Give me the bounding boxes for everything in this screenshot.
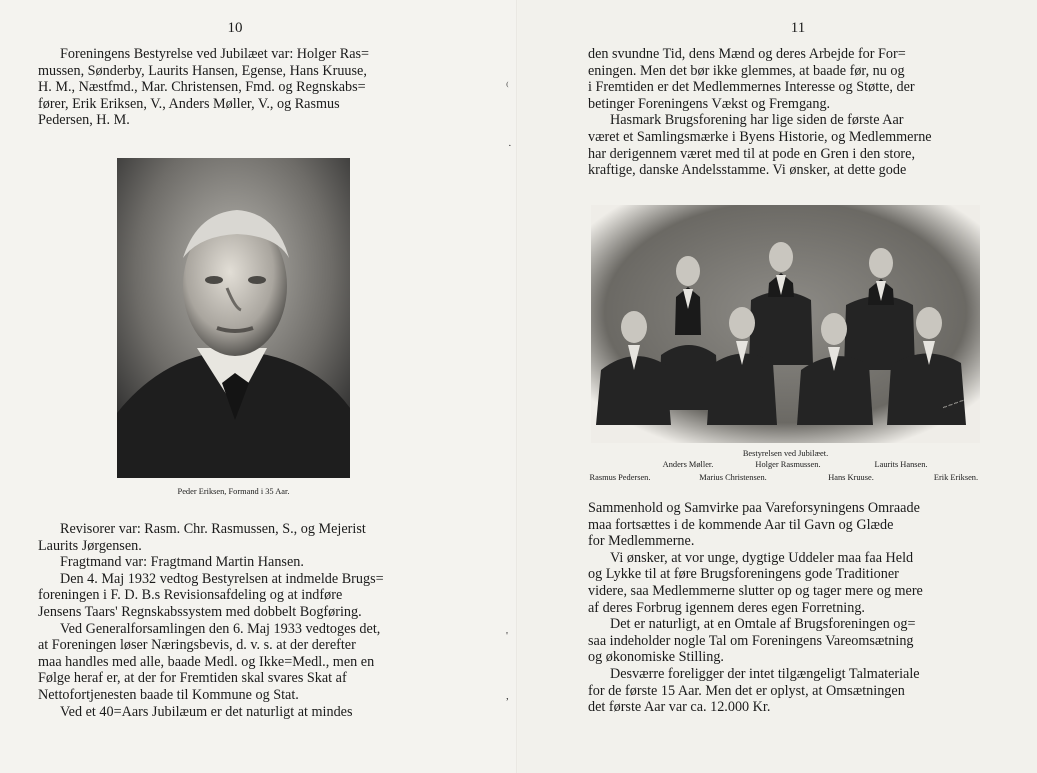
print-speck: ' bbox=[506, 630, 508, 642]
caption-name: Anders Møller. bbox=[662, 460, 714, 469]
caption-name: Erik Eriksen. bbox=[933, 473, 979, 482]
text-line: Pedersen, H. M. bbox=[38, 112, 130, 129]
portrait-photo bbox=[117, 158, 350, 478]
left-paragraph-main bbox=[38, 521, 430, 720]
page-number-left: 10 bbox=[227, 20, 243, 36]
print-speck: , bbox=[506, 690, 509, 702]
text-line: Ved et 40=Aars Jubilæum er det naturligt at mindes bbox=[60, 703, 353, 720]
text-line: eningen. Men det bør ikke glemmes, at baade før, nu og bbox=[588, 62, 905, 79]
text-line: Laurits Jørgensen. bbox=[38, 537, 142, 554]
text-line: Foreningens Bestyrelse ved Jubilæet var: Holger Ras= bbox=[60, 46, 370, 62]
text-line: H. M., Næstfmd., Mar. Christensen, Fmd. og Regnskabs= bbox=[38, 79, 366, 96]
text-line: kraftige, danske Andelsstamme. Vi ønsker, at dette gode bbox=[588, 162, 907, 179]
text-line: og Lykke til at føre Brugsforeningens gode Traditioner bbox=[588, 566, 899, 583]
caption-name: Hans Kruuse. bbox=[828, 473, 874, 482]
print-speck: · bbox=[508, 140, 512, 152]
text-line: i Fremtiden er det Medlemmernes Interesse og Støtte, der bbox=[588, 79, 915, 96]
text-line: Fragtmand var: Fragtmand Martin Hansen. bbox=[60, 554, 304, 571]
text-line: maa fortsættes i de kommende Aar til Gavn og Glæde bbox=[588, 516, 894, 533]
text-line: Hasmark Brugsforening har lige siden de første Aar bbox=[610, 112, 904, 129]
text-line: at Foreningen løser Næringsbevis, d. v. s. at der derefter bbox=[38, 637, 356, 654]
text-line: betinger Foreningens Vækst og Fremgang. bbox=[588, 95, 831, 112]
svg-text:~~~~: ~~~~ bbox=[940, 396, 966, 412]
text-line: været et Samlingsmærke i Byens Historie, og Medlemmerne bbox=[588, 128, 932, 145]
caption-name: Marius Christensen. bbox=[699, 473, 767, 482]
caption-name: Laurits Hansen. bbox=[874, 460, 928, 469]
text-line: Ved Generalforsamlingen den 6. Maj 1933 vedtoges det, bbox=[60, 620, 381, 637]
print-speck: ⁽ bbox=[506, 81, 509, 93]
text-line: Revisorer var: Rasm. Chr. Rasmussen, S., og Mejerist bbox=[60, 521, 366, 537]
caption-name: Holger Rasmussen. bbox=[755, 460, 821, 469]
text-line: Jensens Taars' Regnskabssystem med dobbelt Bogføring. bbox=[38, 603, 362, 620]
text-line: videre, saa Medlemmerne slutter op og tager mere og mere bbox=[588, 582, 923, 599]
text-line: har derigennem været med til at pode en Gren i den store, bbox=[588, 145, 915, 162]
text-line: mussen, Sønderby, Laurits Hansen, Egense, Hans Kruuse, bbox=[38, 62, 367, 79]
right-paragraph-main bbox=[588, 500, 980, 716]
portrait-caption: Peder Eriksen, Formand i 35 Aar. bbox=[177, 487, 290, 496]
text-line: det første Aar var ca. 12.000 Kr. bbox=[588, 699, 771, 716]
text-line: saa indeholder nogle Tal om Foreningens Vareomsætning bbox=[588, 632, 914, 649]
text-line: fører, Erik Eriksen, V., Anders Møller, V., og Rasmus bbox=[38, 95, 340, 112]
right-page bbox=[506, 0, 1037, 773]
text-line: Følge heraf er, at der for Fremtiden skal svares Skat af bbox=[38, 670, 347, 687]
text-line: Det er naturligt, at en Omtale af Brugsforeningen og= bbox=[610, 616, 916, 633]
text-line: Sammenhold og Samvirke paa Vareforsyningens Omraade bbox=[588, 500, 920, 516]
left-page bbox=[0, 0, 518, 773]
text-line: Den 4. Maj 1932 vedtog Bestyrelsen at indmelde Brugs= bbox=[60, 570, 384, 587]
page-number-right: 11 bbox=[790, 20, 806, 36]
text-line: den svundne Tid, dens Mænd og deres Arbejde for For= bbox=[588, 46, 906, 62]
text-line: af deres Forbrug igennem deres egen Forretning. bbox=[588, 599, 865, 616]
text-line: maa handles med alle, baade Medl. og Ikke=Medl., men en bbox=[38, 653, 375, 670]
group-photo-caption-title: Bestyrelsen ved Jubilæet. bbox=[742, 449, 829, 458]
text-line: Desværre foreligger der intet tilgængeligt Talmateriale bbox=[610, 665, 920, 682]
text-line: og økonomiske Stilling. bbox=[588, 649, 724, 666]
text-line: for de første 15 Aar. Men det er oplyst, at Omsætningen bbox=[588, 682, 905, 699]
text-line: for Medlemmerne. bbox=[588, 533, 695, 550]
text-line: Nettofortjenesten baade til Kommune og Stat. bbox=[38, 686, 299, 703]
left-paragraph-board bbox=[38, 46, 430, 129]
text-line: Vi ønsker, at vor unge, dygtige Uddeler maa faa Held bbox=[610, 549, 914, 566]
group-photo bbox=[591, 205, 980, 443]
text-line: foreningen i F. D. B.s Revisionsafdeling og at indføre bbox=[38, 587, 343, 604]
caption-name: Rasmus Pedersen. bbox=[589, 473, 651, 482]
right-paragraph-top bbox=[588, 46, 980, 179]
